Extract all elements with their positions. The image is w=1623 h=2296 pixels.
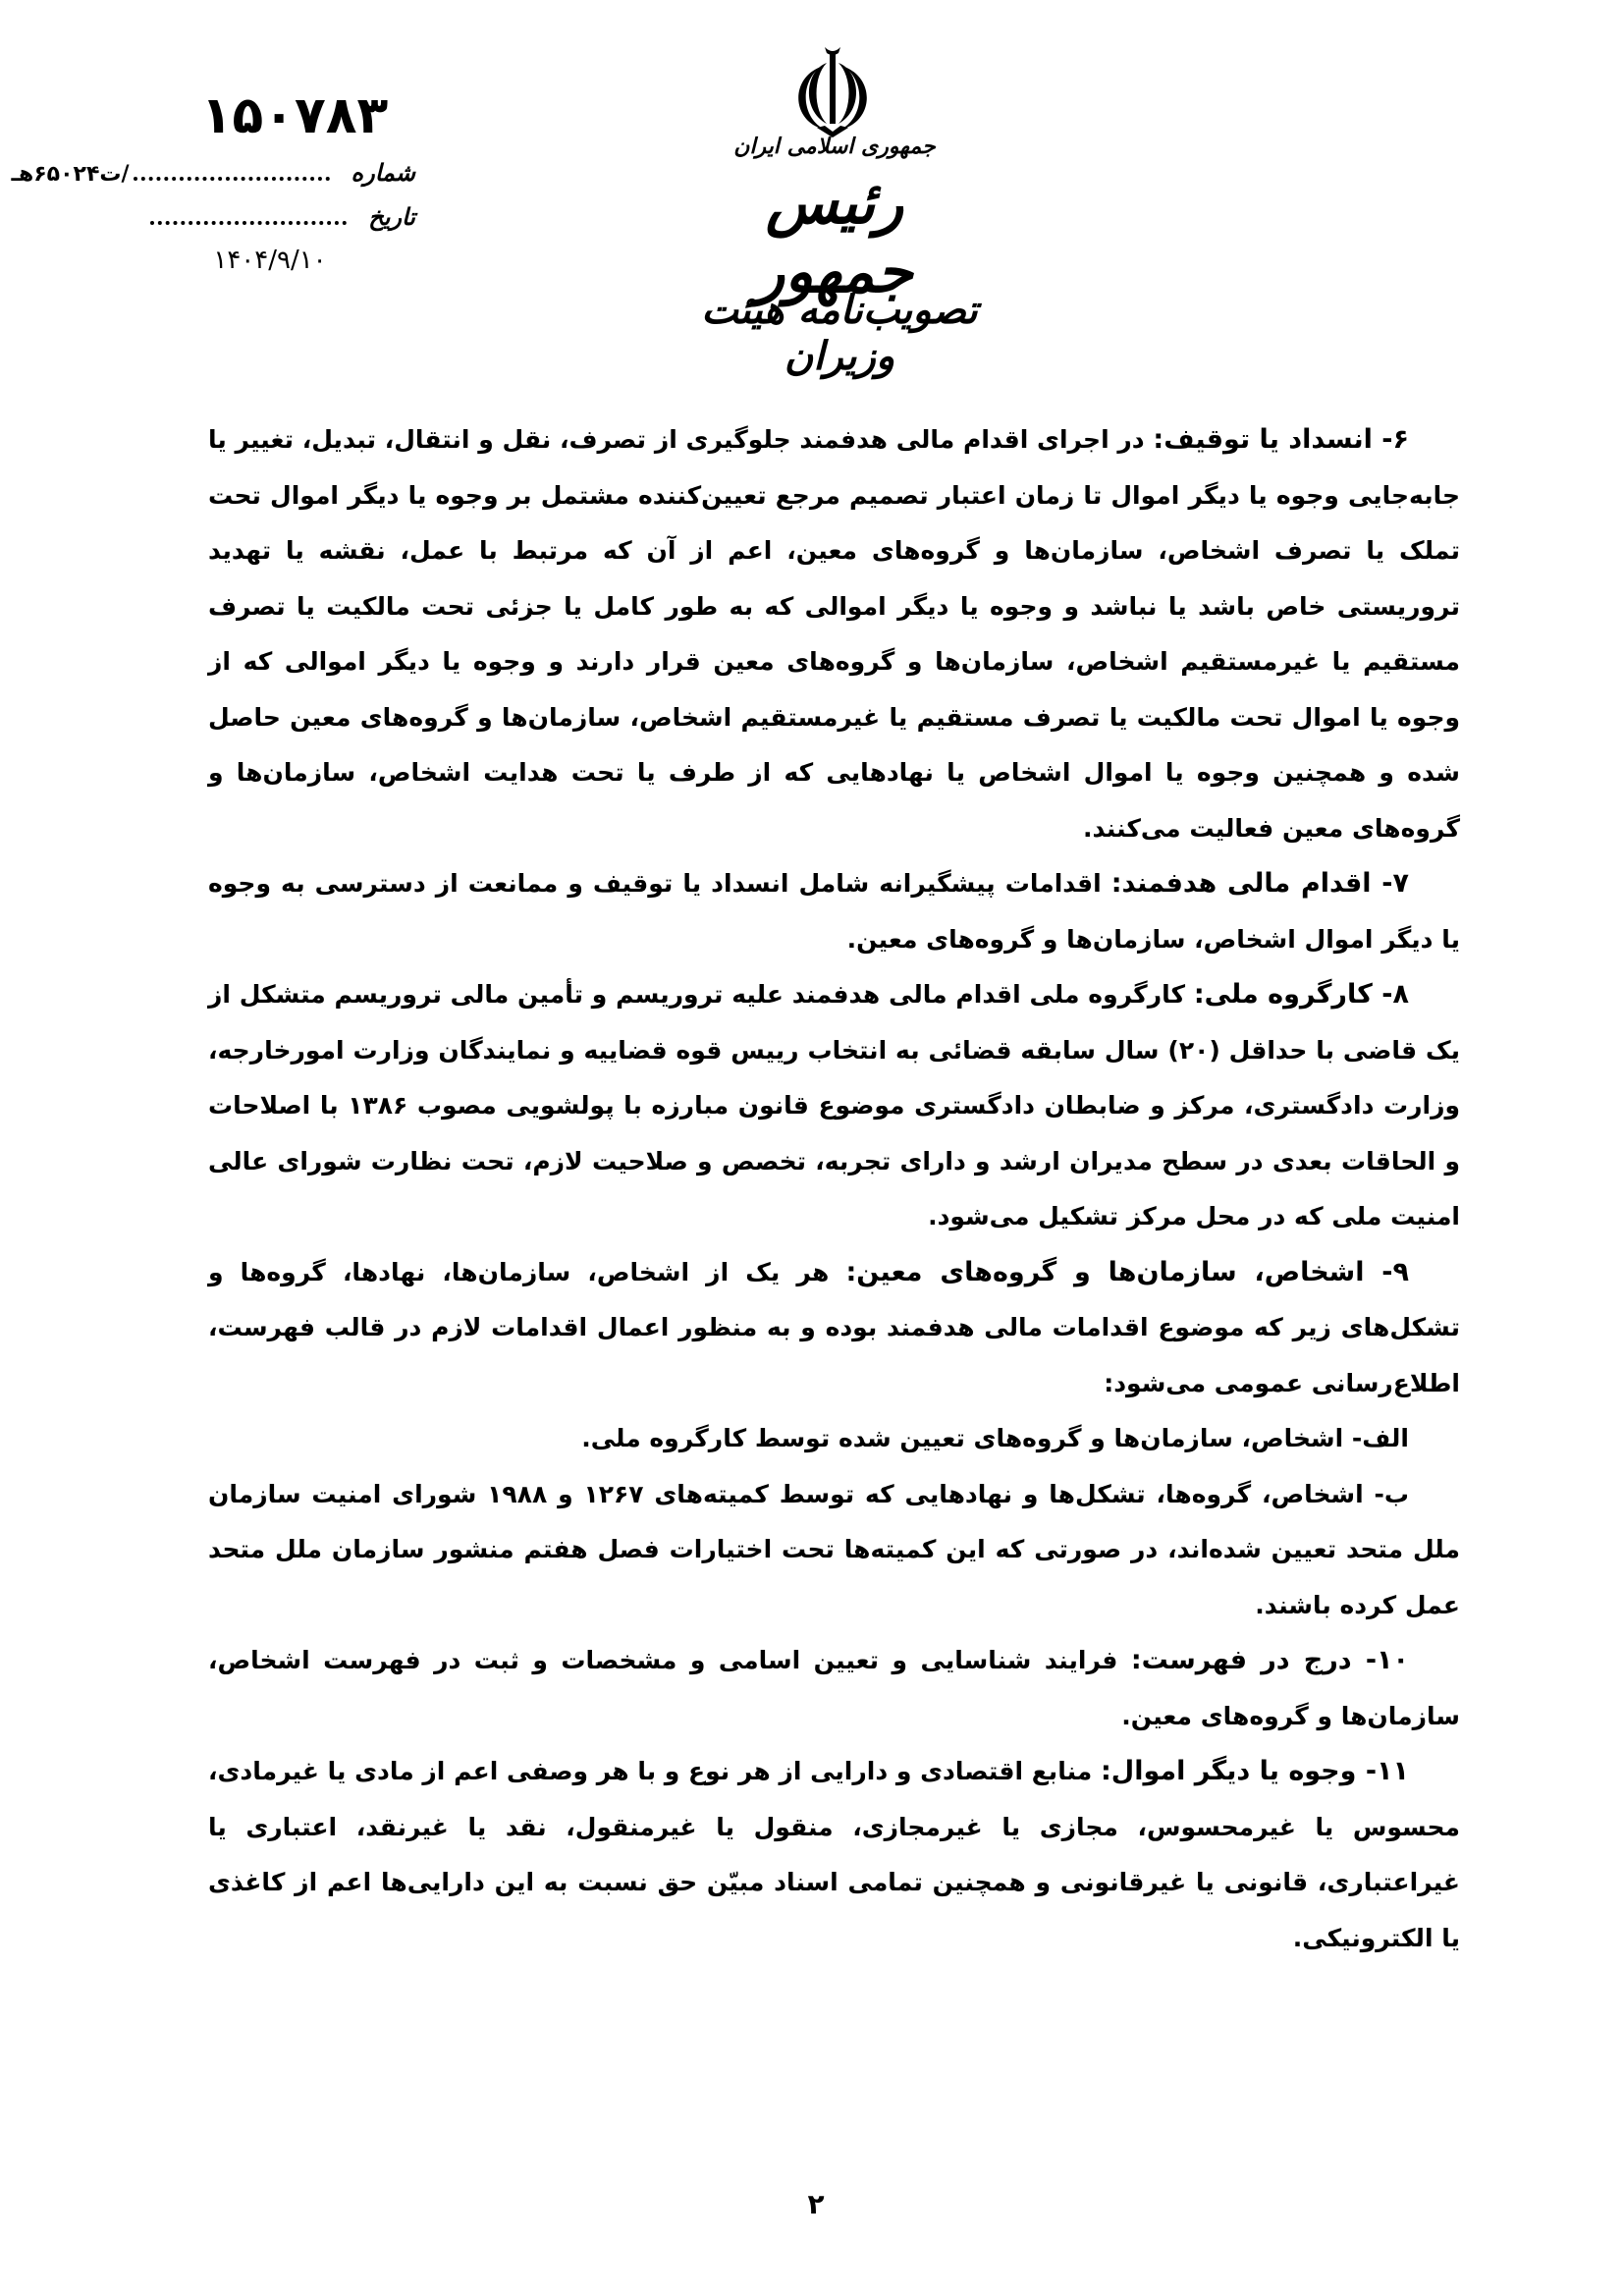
serial-number: ۱۵۰۷۸۳ [200, 86, 389, 145]
clause-10 [208, 1633, 1460, 1744]
date-row [150, 201, 415, 231]
clause-title: ۸- کارگروه ملی: [1193, 979, 1409, 1010]
clause-title: ۱۱- وجوه یا دیگر اموال: [1100, 1756, 1409, 1786]
clause-text: منابع اقتصادی و دارایی از هر نوع و با هر وصفی اعم از مادی یا غیرمادی، محسوس یا غیرمحسوس، مجازی یا غیرمجازی، منقول یا غیرمنقول، نقد یا غیرنقد، اعتباری یا غیراعتباری، قانونی یا غیرقانونی و همچنین تمامی اسناد مبیّن حق نسبت به این دارایی‌ها اعم از کاغذی یا الکترونیکی. [207, 1757, 1460, 1952]
number-dots [134, 157, 330, 181]
clause-text: هر یک از اشخاص، سازمان‌ها، نهادها، گروه‌ها و تشکل‌های زیر که موضوع اقدامات مالی هدفمند بوده و به منظور اعمال اقدامات لازم در قالب فهرست، اطلاع‌رسانی عمومی می‌شود: [208, 1257, 1460, 1397]
iran-emblem-icon [784, 41, 882, 139]
document-body [208, 412, 1460, 1966]
reference-number: /ت۶۵۰۲۴هـ [11, 162, 130, 187]
clause-8 [208, 967, 1460, 1245]
clause-7 [208, 856, 1460, 967]
clause-text: ب- اشخاص، گروه‌ها، تشکل‌ها و نهادهایی که توسط کمیته‌های ۱۲۶۷ و ۱۹۸۸ شورای امنیت سازمان ملل متحد تعیین شده‌اند، در صورتی که این کمیته‌ها تحت اختیارات فصل هفتم منشور سازمان ملل متحد عمل کرده باشند. [208, 1479, 1460, 1619]
president-title: رئیس جمهور [756, 169, 913, 306]
clause-9 [208, 1245, 1460, 1412]
clause-text: در اجرای اقدام مالی هدفمند جلوگیری از تصرف، نقل و انتقال، تبدیل، تغییر یا جابه‌جایی وجوه یا دیگر اموال تا زمان اعتبار تصمیم مرجع تعیین‌کننده مشتمل بر وجوه یا دیگر اموال تحت تملک یا تصرف اشخاص، سازمان‌ها و گروه‌های معین، اعم از آن که مرتبط با عمل، نقشه یا تهدید تروریستی خاص باشد یا نباشد و وجوه یا دیگر اموالی که به طور کامل یا جزئی تحت مالکیت یا تصرف مستقیم یا غیرمستقیم اشخاص، سازمان‌ها و گروه‌های معین قرار دارند و وجوه یا دیگر اموالی که از وجوه یا اموال تحت مالکیت یا تصرف مستقیم یا غیرمستقیم اشخاص، سازمان‌ها و گروه‌های معین حاصل شده و همچنین وجوه یا اموال اشخاص یا نهادهایی که از طرف یا تحت هدایت اشخاص، سازمان‌ها و گروه‌های معین فعالیت می‌کنند. [208, 425, 1460, 843]
clause-9-a [208, 1411, 1460, 1467]
clause-6 [208, 412, 1460, 856]
clause-title: ۱۰- درج در فهرست: [1130, 1645, 1410, 1675]
clause-text: الف- اشخاص، سازمان‌ها و گروه‌های تعیین شده توسط کارگروه ملی. [581, 1424, 1409, 1452]
page-number: ۲ [807, 2188, 825, 2220]
clause-title: ۷- اقدام مالی هدفمند: [1110, 868, 1409, 899]
date-label: تاریخ [368, 202, 415, 231]
republic-title: جمهوری اسلامی ایران [733, 134, 936, 159]
clause-title: ۹- اشخاص، سازمان‌ها و گروه‌های معین: [845, 1256, 1410, 1287]
clause-text: کارگروه ملی اقدام مالی هدفمند علیه تروریسم و تأمین مالی تروریسم متشکل از یک قاضی با حداقل (۲۰) سال سابقه قضائی به انتخاب رییس قوه قضاییه و نمایندگان وزارت امورخارجه، وزارت دادگستری، مرکز و ضابطان دادگستری موضوع قانون مبارزه با پولشویی مصوب ۱۳۸۶ با اصلاحات و الحاقات بعدی در سطح مدیران ارشد و دارای تجربه، تخصص و صلاحیت لازم، تحت نظارت شورای عالی امنیت ملی که در محل مرکز تشکیل می‌شود. [208, 980, 1461, 1230]
number-label: شماره [351, 158, 415, 187]
clause-9-b [208, 1467, 1460, 1634]
clause-text: اقدامات پیشگیرانه شامل انسداد یا توقیف و ممانعت از دسترسی به وجوه یا دیگر اموال اشخاص، سازمان‌ها و گروه‌های معین. [208, 869, 1460, 954]
clause-text: فرایند شناسایی و تعیین اسامی و مشخصات و ثبت در فهرست اشخاص، سازمان‌ها و گروه‌های معین. [208, 1646, 1460, 1730]
number-row [11, 157, 415, 187]
clause-11 [208, 1744, 1460, 1966]
decree-title: تصویب‌نامه هیئت وزیران [701, 287, 978, 379]
date-dots [150, 201, 347, 225]
clause-title: ۶- انسداد یا توقیف: [1153, 424, 1410, 455]
date-value: ۱۴۰۴/۹/۱۰ [213, 246, 327, 275]
